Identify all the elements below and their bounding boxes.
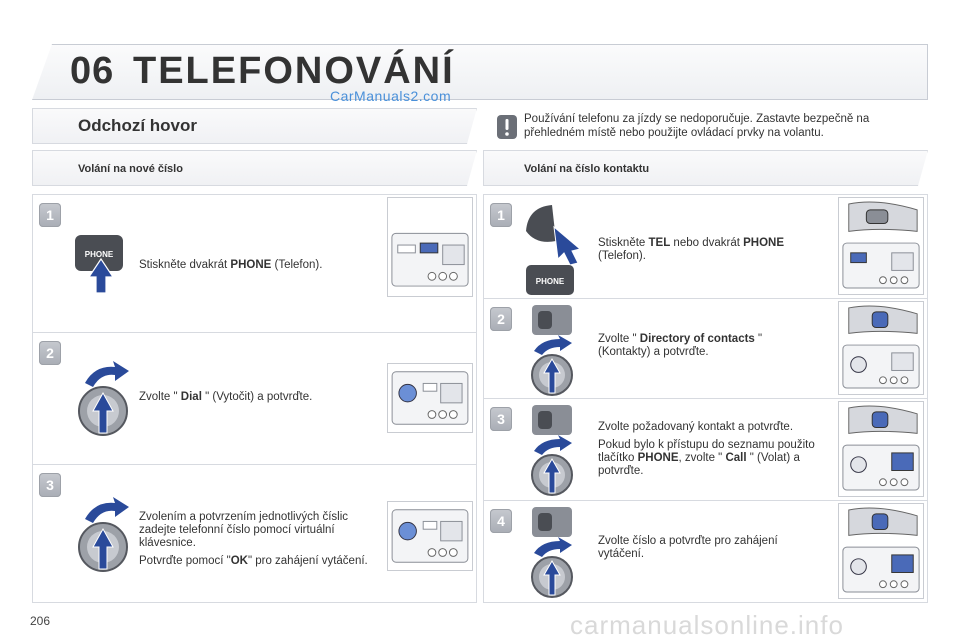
wheel-and-knob-icon: [524, 303, 584, 397]
radio-unit-thumbnail: [387, 197, 473, 297]
step-instruction-confirm: Potvrďte pomocí "OK" pro zahájení vytáčení.: [139, 555, 368, 567]
step-number-badge: 2: [39, 341, 61, 365]
watermark-bottom: carmanualsonline.info: [570, 610, 844, 640]
step-number-badge: 3: [39, 473, 61, 497]
warning-icon: [496, 114, 518, 140]
step-number-badge: 1: [39, 203, 61, 227]
right-step-row: [484, 195, 927, 299]
step-instruction: Stiskněte TEL nebo dvakrát PHONE (Telefon).: [598, 237, 785, 262]
rotary-knob-icon: [71, 495, 135, 573]
right-subtitle: Volání na číslo kontaktu: [524, 163, 650, 175]
steering-and-radio-thumbnail: [838, 503, 924, 599]
right-steps-panel: [483, 194, 928, 603]
watermark-top: CarManuals2.com: [330, 88, 452, 104]
steering-and-radio-thumbnail: [838, 401, 924, 497]
tel-stalk-and-phone-icon: [522, 201, 588, 297]
step-number-badge: 1: [490, 203, 512, 227]
right-step-row: [484, 501, 927, 602]
wheel-and-knob-icon: [524, 403, 584, 497]
svg-text:PHONE: PHONE: [84, 250, 114, 259]
step-instruction: Zvolte " Directory of contacts " (Kontakty) a potvrďte.: [598, 333, 763, 358]
step-number-badge: 3: [490, 407, 512, 431]
phone-button-icon: [73, 233, 129, 295]
left-steps-panel: [32, 194, 477, 603]
chapter-number: 06: [70, 50, 115, 92]
chapter-title: TELEFONOVÁNÍ: [133, 50, 455, 92]
step-number-badge: 2: [490, 307, 512, 331]
step-instruction: Stiskněte dvakrát PHONE (Telefon).: [139, 259, 323, 271]
rotary-knob-icon: [71, 359, 135, 437]
step-instruction: Zvolením a potvrzením jednotlivých číslic zadejte telefonní číslo pomocí virtuální klávesnice.: [139, 511, 348, 549]
step-number-badge: 4: [490, 509, 512, 533]
step-instruction-note: Pokud bylo k přístupu do seznamu použito tlačítko PHONE, zvolte " Call " (Volat) a potvrďte.: [598, 439, 815, 477]
right-step-row: [484, 399, 927, 501]
steering-and-radio-thumbnail: [838, 197, 924, 295]
section-title: Odchozí hovor: [78, 116, 197, 135]
step-instruction: Zvolte číslo a potvrďte pro zahájení vytáčení.: [598, 535, 778, 560]
wheel-and-knob-icon: [524, 505, 584, 599]
steering-and-radio-thumbnail: [838, 301, 924, 395]
radio-unit-thumbnail: [387, 501, 473, 571]
radio-unit-thumbnail: [387, 363, 473, 433]
svg-text:PHONE: PHONE: [535, 277, 565, 286]
left-step-row: [33, 333, 476, 465]
left-step-row: [33, 195, 476, 333]
right-step-row: [484, 299, 927, 399]
step-instruction: Zvolte požadovaný kontakt a potvrďte.: [598, 421, 794, 433]
left-step-row: [33, 465, 476, 602]
step-instruction: Zvolte " Dial " (Vytočit) a potvrďte.: [139, 391, 313, 403]
warning-text: Používání telefonu za jízdy se nedoporučuje. Zastavte bezpečně na přehledném místě nebo použijte ovládací prvky na volantu.: [524, 113, 870, 139]
page-number: 206: [30, 614, 51, 628]
left-subtitle: Volání na nové číslo: [78, 163, 183, 175]
